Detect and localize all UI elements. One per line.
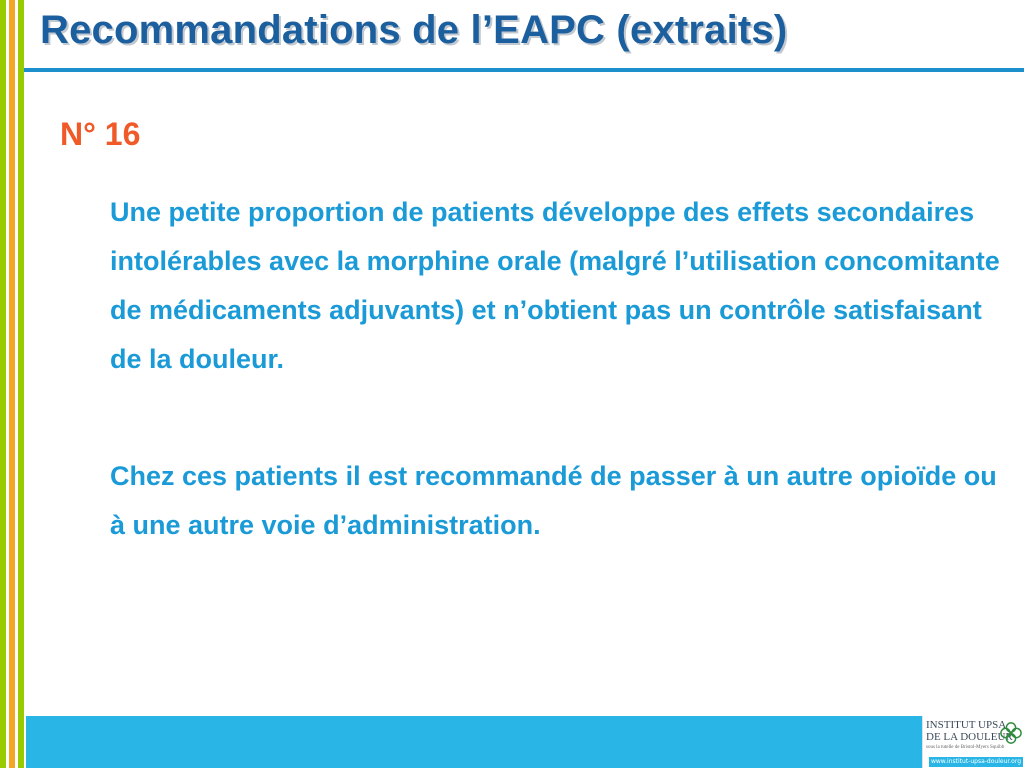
clover-icon bbox=[1000, 722, 1022, 744]
slide-title: Recommandations de l’EAPC (extraits) bbox=[40, 8, 788, 52]
footer-band bbox=[26, 716, 922, 768]
title-underline bbox=[24, 68, 1024, 72]
left-orange-stripe bbox=[9, 0, 15, 768]
recommendation-number: N° 16 bbox=[60, 116, 141, 152]
institut-upsa-logo bbox=[922, 716, 1024, 768]
logo-text-line-1: INSTITUT UPSA bbox=[926, 719, 1007, 731]
left-green-stripe-inner bbox=[18, 0, 24, 768]
recommendation-paragraph-2: Chez ces patients il est recommandé de passer à un autre opioïde ou à une autre voie d’administration. bbox=[110, 461, 997, 540]
logo-tagline: sous la tutelle de Bristol-Myers Squibb bbox=[926, 745, 1005, 750]
recommendation-paragraph-1: Une petite proportion de patients développe des effets secondaires intolérables avec la morphine orale (malgré l’utilisation concomitante de médicaments adjuvants) et n’obtient pas un contrôle satisfaisant de la douleur. bbox=[110, 197, 1000, 374]
logo-website-url: www.institut-upsa-douleur.org bbox=[930, 758, 1022, 765]
logo-text-line-2: DE LA DOULEUR bbox=[926, 731, 1013, 743]
left-green-stripe bbox=[0, 0, 6, 768]
